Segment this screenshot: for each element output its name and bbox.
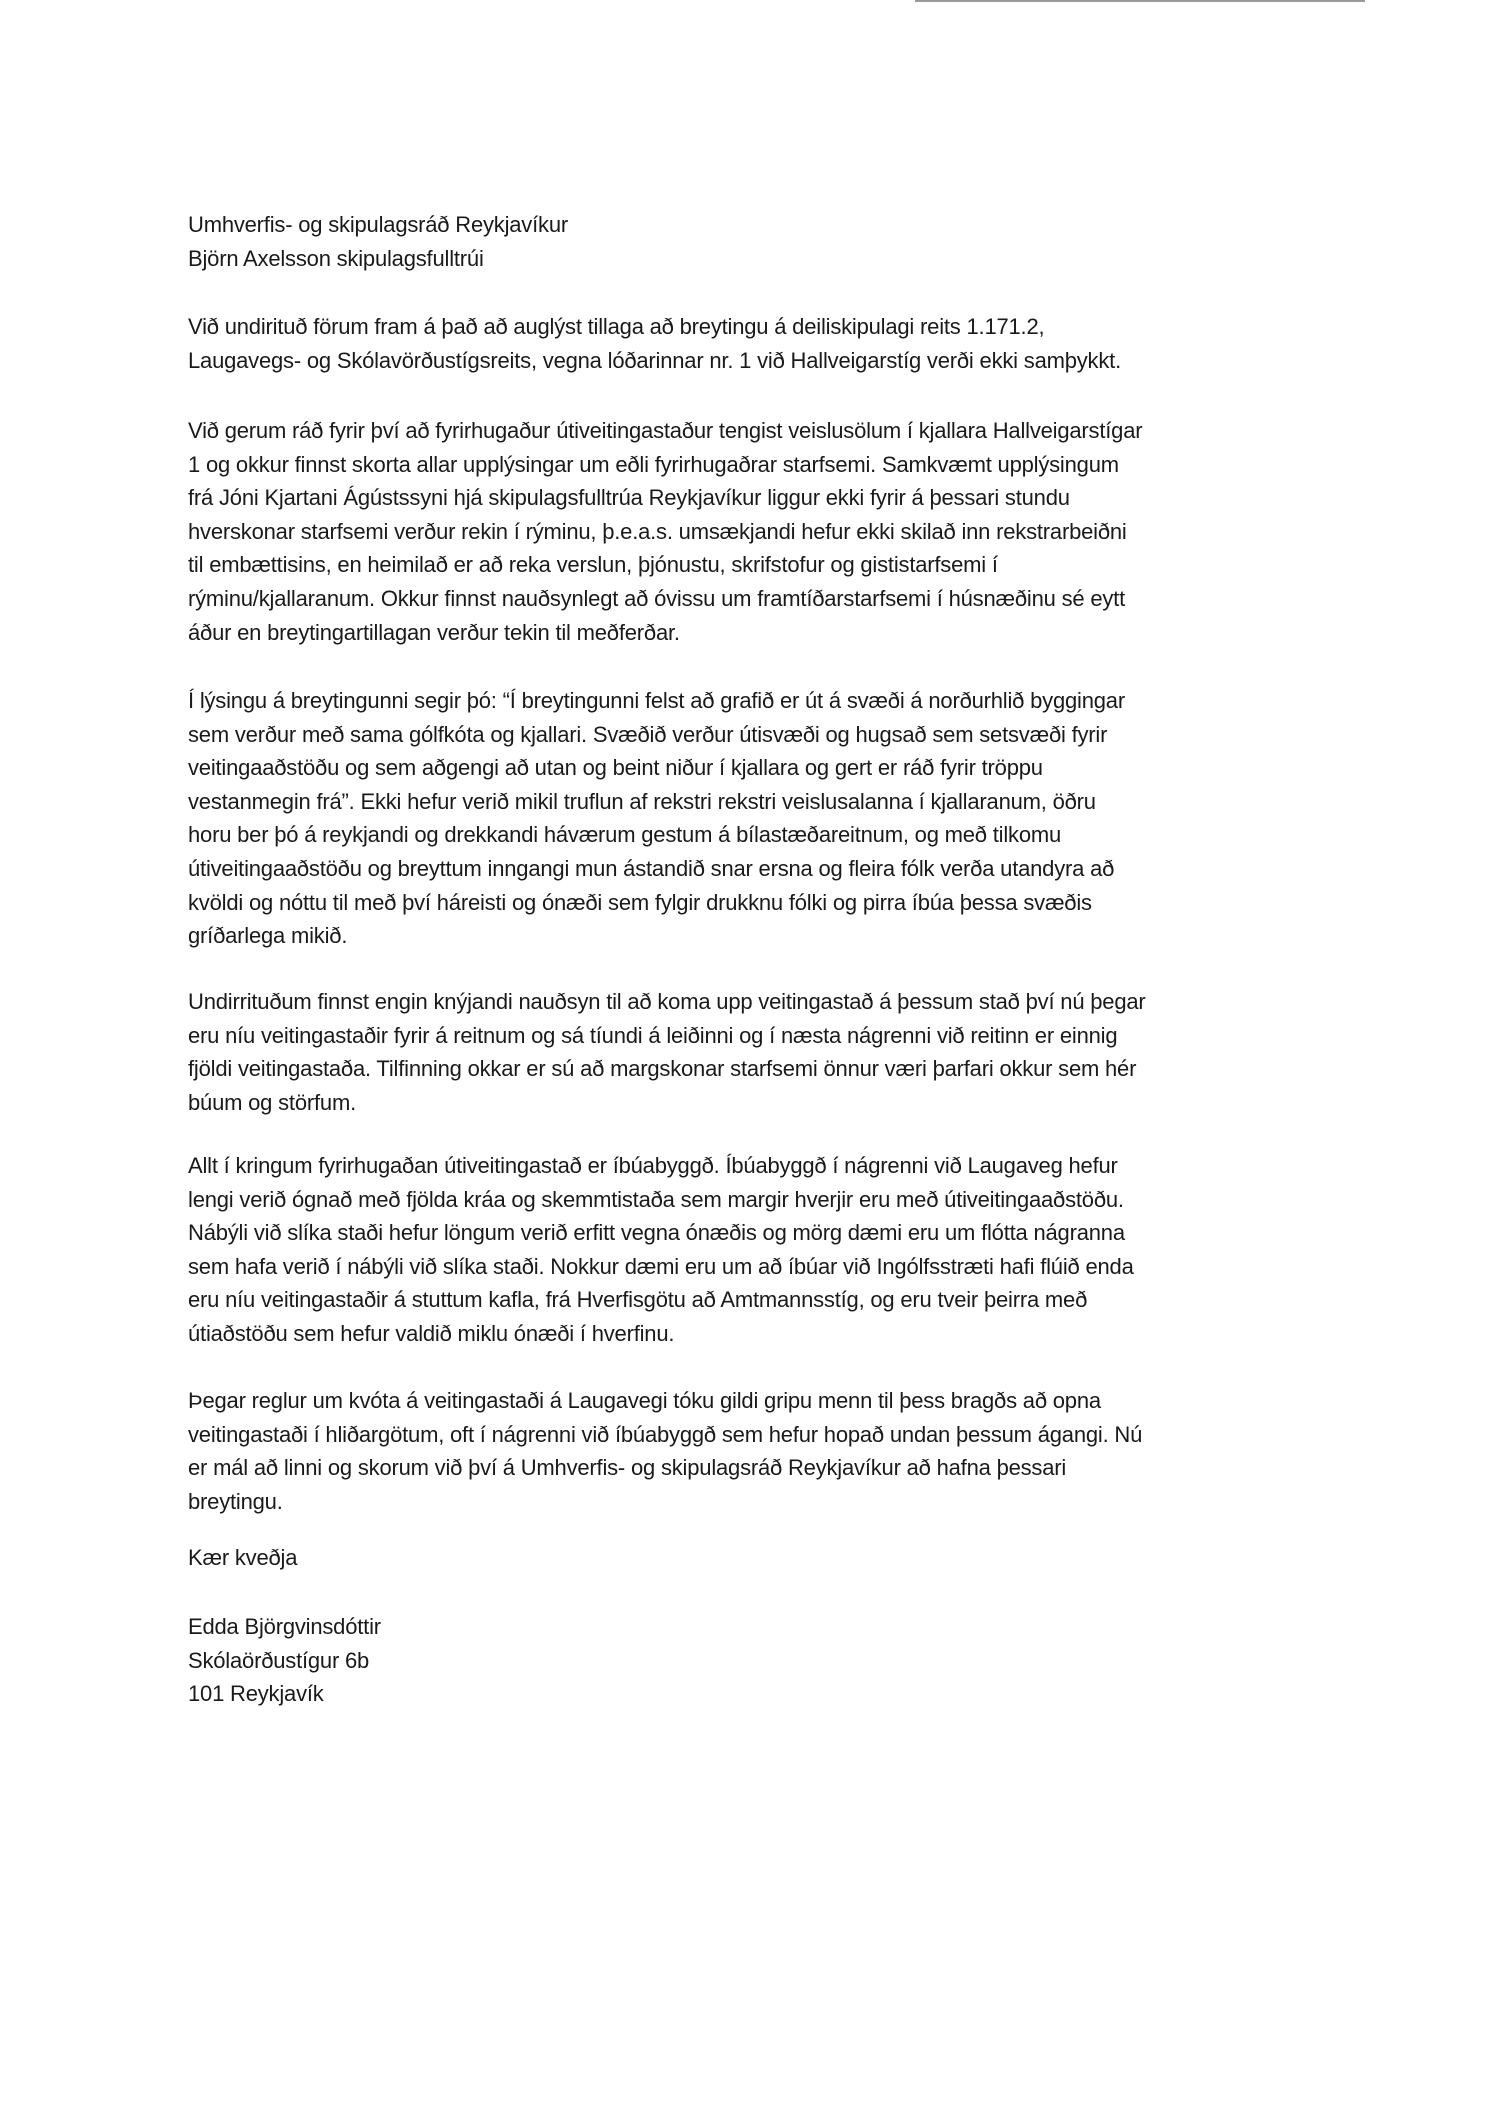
- text-line: áður en breytingartillagan verður tekin til meðferðar.: [188, 619, 680, 645]
- text-line: búum og störfum.: [188, 1089, 356, 1115]
- text-line: sem verður með sama gólfkóta og kjallari. Svæðið verður útisvæði og hugsað sem setsvæði fyrir: [188, 721, 1108, 747]
- closing: [188, 1541, 297, 1575]
- text-line: Þegar reglur um kvóta á veitingastaði á Laugavegi tóku gildi gripu menn til þess bragðs að opna: [188, 1388, 1101, 1413]
- text-line: Undirrituðum finnst engin knýjandi nauðsyn til að koma upp veitingastað á þessum stað því nú þegar: [188, 989, 1146, 1014]
- text-line: hverskonar starfsemi verður rekin í rýminu, þ.e.a.s. umsækjandi hefur ekki skilað inn rekstrarbeiðni: [188, 518, 1127, 544]
- text-line: frá Jóni Kjartani Ágústssyni hjá skipulagsfulltrúa Reykjavíkur liggur ekki fyrir á þessari stundu: [188, 485, 1070, 511]
- text-line: Allt í kringum fyrirhugaðan útiveitingastað er íbúabyggð. Íbúabyggð í nágrenni við Laugaveg hefur: [188, 1153, 1118, 1178]
- text-line: veitingaaðstöðu og sem aðgengi að utan og beint niður í kjallara og gert er ráð fyrir tröppu: [188, 755, 1043, 781]
- text-line: kvöldi og nóttu til með því háreisti og ónæði sem fylgir drukknu fólki og pirra íbúa þessa svæðis: [188, 889, 1092, 915]
- closing-text: Kær kveðja: [188, 1545, 298, 1570]
- text-line: breytingu.: [188, 1488, 283, 1514]
- paragraph-2: [188, 414, 1142, 649]
- signature-name: Edda Björgvinsdóttir: [188, 1614, 381, 1639]
- text-line: lengi verið ógnað með fjölda kráa og skemmtistaða sem margir hverjir eru með útiveitingaaðstöðu.: [188, 1186, 1124, 1212]
- text-line: Við gerum ráð fyrir því að fyrirhugaður útiveitingastaður tengist veislusölum í kjallara Hallveigarstígar: [188, 418, 1143, 443]
- recipient-line: Björn Axelsson skipulagsfulltrúi: [188, 245, 484, 271]
- text-line: Við undirituð förum fram á það að auglýst tillaga að breytingu á deiliskipulagi reits 1.171.2,: [188, 314, 1045, 339]
- signature-city: 101 Reykjavík: [188, 1681, 324, 1707]
- scan-edge-line: [915, 0, 1365, 2]
- text-line: Nábýli við slíka staði hefur löngum verið erfitt vegna ónæðis og mörg dæmi eru um flótta nágranna: [188, 1220, 1125, 1246]
- text-line: veitingastaði í hliðargötum, oft í nágrenni við íbúabyggð sem hefur hopað undan þessum ágangi. Nú: [188, 1421, 1143, 1447]
- text-line: rýminu/kjallaranum. Okkur finnst nauðsynlegt að óvissu um framtíðarstarfsemi í húsnæðinu sé eytt: [188, 585, 1125, 611]
- text-line: horu ber þó á reykjandi og drekkandi háværum gestum á bílastæðareitnum, og með tilkomu: [188, 822, 1062, 848]
- paragraph-1: [188, 310, 1121, 377]
- recipient-line: Umhverfis- og skipulagsráð Reykjavíkur: [188, 212, 568, 237]
- paragraph-6: [188, 1384, 1142, 1518]
- paragraph-4: [188, 985, 1146, 1119]
- text-line: til embættisins, en heimilað er að reka verslun, þjónustu, skrifstofur og gististarfsemi í: [188, 552, 998, 578]
- text-line: sem hafa verið í nábýli við slíka staði. Nokkur dæmi eru um að íbúar við Ingólfsstræti hafi flúið enda: [188, 1253, 1134, 1279]
- text-line: Í lýsingu á breytingunni segir þó: “Í breytingunni felst að grafið er út á svæði á norðurhlið byggingar: [188, 688, 1125, 713]
- text-line: gríðarlega mikið.: [188, 923, 348, 949]
- signature-block: [188, 1610, 381, 1711]
- paragraph-3: [188, 684, 1125, 953]
- paragraph-5: [188, 1149, 1134, 1351]
- text-line: Laugavegs- og Skólavörðustígsreits, vegna lóðarinnar nr. 1 við Hallveigarstíg verði ekki samþykkt.: [188, 347, 1121, 373]
- text-line: vestanmegin frá”. Ekki hefur verið mikil truflun af rekstri rekstri veislusalanna í kjallaranum, öðru: [188, 788, 1096, 814]
- text-line: 1 og okkur finnst skorta allar upplýsingar um eðli fyrirhugaðrar starfsemi. Samkvæmt upplýsingum: [188, 451, 1119, 477]
- text-line: útiaðstöðu sem hefur valdið miklu ónæði í hverfinu.: [188, 1320, 675, 1346]
- text-line: útiveitingaaðstöðu og breyttum inngangi mun ástandið snar ersna og fleira fólk verða utandyra að: [188, 855, 1115, 881]
- signature-address: Skólaörðustígur 6b: [188, 1647, 370, 1673]
- text-line: eru níu veitingastaðir á stuttum kafla, frá Hverfisgötu að Amtmannsstíg, og eru tveir þeirra með: [188, 1287, 1088, 1313]
- text-line: fjöldi veitingastaða. Tilfinning okkar er sú að margskonar starfsemi önnur væri þarfari okkur sem hér: [188, 1056, 1137, 1082]
- text-line: er mál að linni og skorum við því á Umhverfis- og skipulagsráð Reykjavíkur að hafna þessari: [188, 1455, 1067, 1481]
- recipient-block: [188, 208, 568, 275]
- text-line: eru níu veitingastaðir fyrir á reitnum og sá tíundi á leiðinni og í næsta nágrenni við reitinn er einnig: [188, 1022, 1118, 1048]
